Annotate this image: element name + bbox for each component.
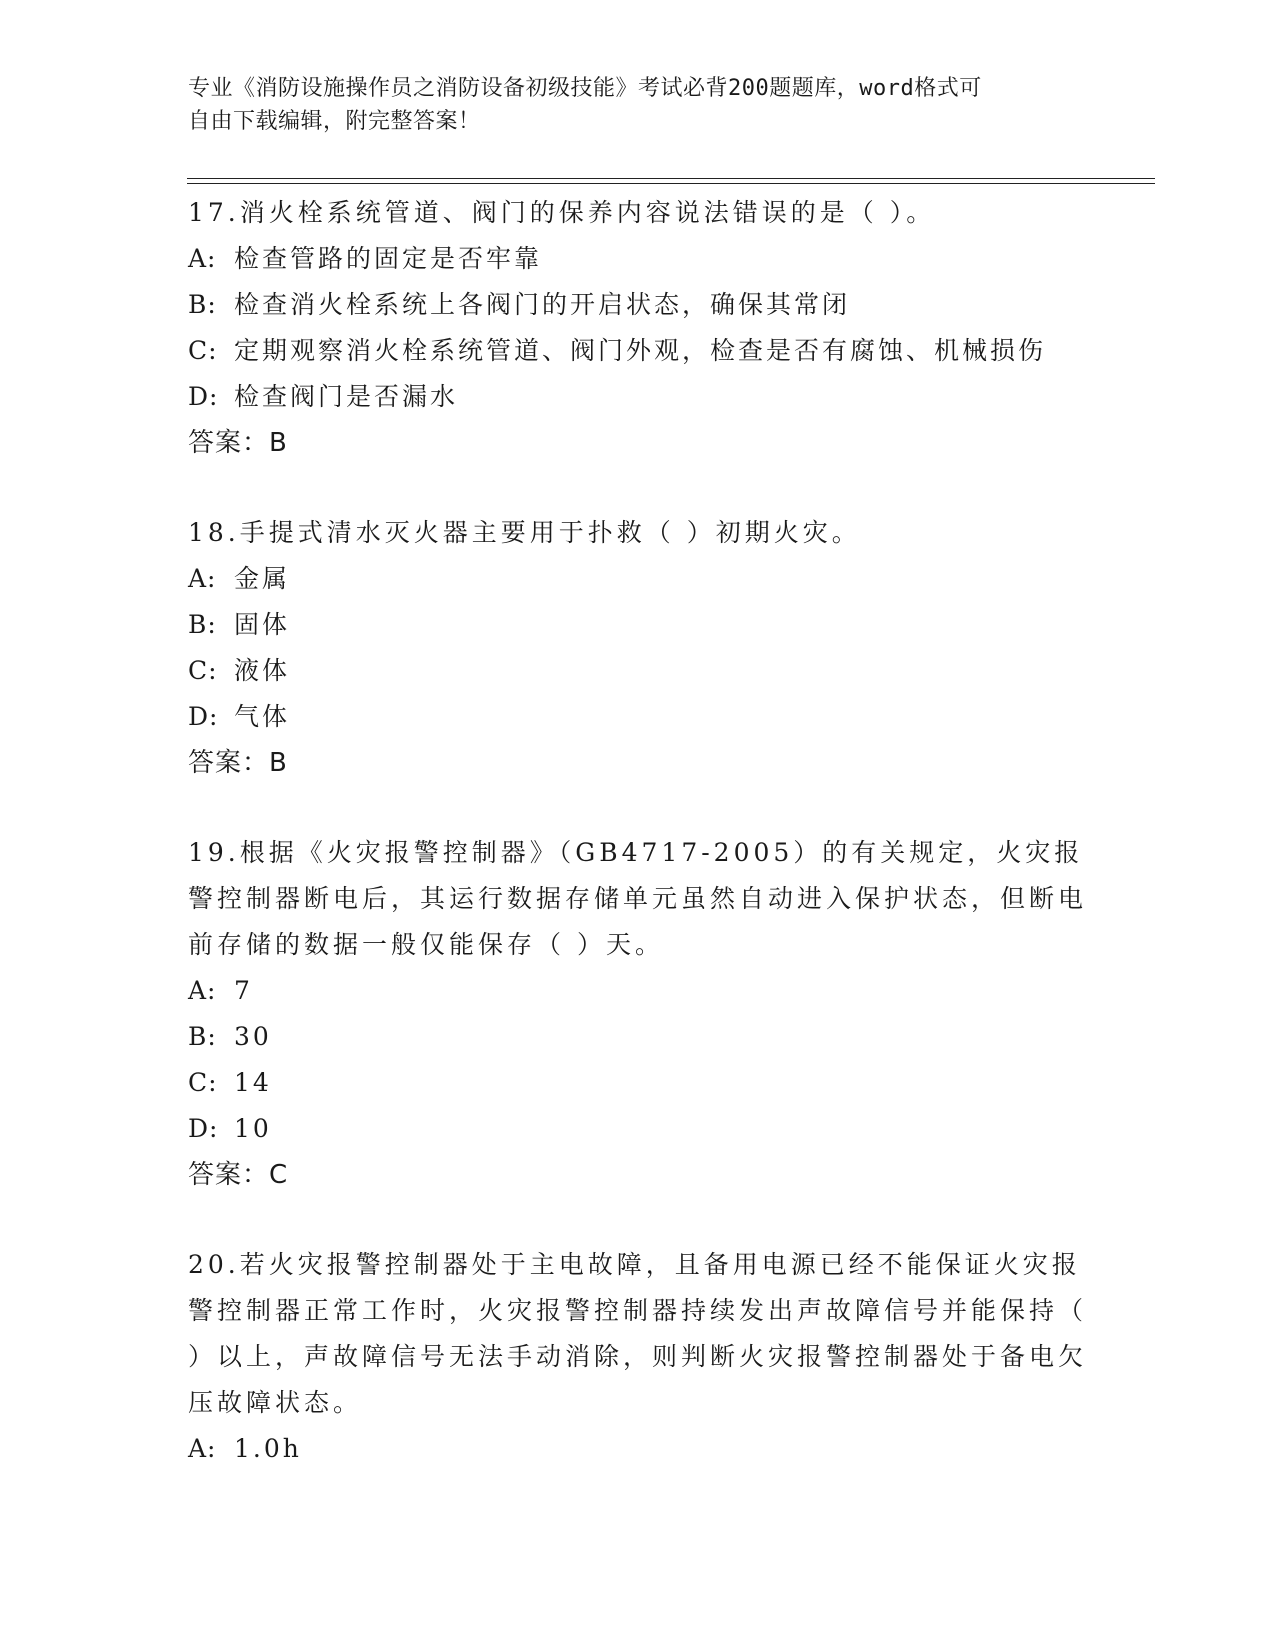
question-20 <box>188 1242 1088 1472</box>
option-key: A: <box>188 976 217 1005</box>
answer-value: B <box>269 428 288 458</box>
option-d <box>188 694 1088 740</box>
answer-label: 答案： <box>188 1160 270 1190</box>
option-key: D: <box>188 702 219 731</box>
answer-line <box>188 1152 1088 1198</box>
option-c <box>188 1060 1088 1106</box>
header-line-1: 专业《消防设施操作员之消防设备初级技能》考试必背200题题库，word格式可 <box>188 76 982 101</box>
question-spacer <box>188 1198 1088 1242</box>
document-header <box>188 72 1088 138</box>
option-b <box>188 282 1088 328</box>
option-text: 7 <box>234 976 253 1005</box>
option-text: 14 <box>234 1068 272 1097</box>
question-spacer <box>188 466 1088 510</box>
header-divider-top <box>187 178 1155 179</box>
option-key: B: <box>188 290 217 319</box>
option-key: D: <box>188 1114 219 1143</box>
option-text: 检查管路的固定是否牢靠 <box>234 244 543 273</box>
question-list <box>188 190 1088 1472</box>
option-text: 1.0h <box>234 1434 302 1463</box>
option-a <box>188 968 1088 1014</box>
question-19 <box>188 830 1088 1198</box>
answer-value: C <box>269 1160 289 1190</box>
option-b <box>188 1014 1088 1060</box>
header-line-2: 自由下载编辑，附完整答案！ <box>188 109 481 134</box>
option-text: 30 <box>234 1022 272 1051</box>
answer-label: 答案： <box>188 748 270 778</box>
option-text: 固体 <box>234 610 291 639</box>
option-d <box>188 374 1088 420</box>
answer-line <box>188 420 1088 466</box>
option-a <box>188 556 1088 602</box>
option-text: 定期观察消火栓系统管道、阀门外观，检查是否有腐蚀、机械损伤 <box>234 336 1047 365</box>
option-text: 10 <box>234 1114 272 1143</box>
question-stem: 20.若火灾报警控制器处于主电故障，且备用电源已经不能保证火灾报警控制器正常工作时，火灾报警控制器持续发出声故障信号并能保持（ ）以上，声故障信号无法手动消除，则判断火灾报警控制器处于备电欠压故障状态。 <box>188 1250 1088 1417</box>
option-c <box>188 648 1088 694</box>
option-key: D: <box>188 382 219 411</box>
option-text: 检查阀门是否漏水 <box>234 382 459 411</box>
answer-label: 答案： <box>188 428 270 458</box>
option-d <box>188 1106 1088 1152</box>
option-key: A: <box>188 1434 217 1463</box>
option-key: A: <box>188 564 217 593</box>
option-text: 检查消火栓系统上各阀门的开启状态，确保其常闭 <box>234 290 851 319</box>
option-a <box>188 236 1088 282</box>
option-text: 金属 <box>234 564 291 593</box>
option-a <box>188 1426 1088 1472</box>
answer-value: B <box>269 748 288 778</box>
option-key: A: <box>188 244 217 273</box>
option-key: B: <box>188 1022 217 1051</box>
option-c <box>188 328 1088 374</box>
header-divider-bottom <box>187 183 1155 184</box>
question-stem: 19.根据《火灾报警控制器》（GB4717-2005）的有关规定，火灾报警控制器断电后，其运行数据存储单元虽然自动进入保护状态，但断电前存储的数据一般仅能保存（ ）天。 <box>188 838 1088 959</box>
question-18 <box>188 510 1088 786</box>
question-stem: 17.消火栓系统管道、阀门的保养内容说法错误的是（ ）。 <box>188 198 936 227</box>
option-key: C: <box>188 336 218 365</box>
option-text: 气体 <box>234 702 291 731</box>
option-key: C: <box>188 1068 218 1097</box>
question-spacer <box>188 786 1088 830</box>
question-17 <box>188 190 1088 466</box>
option-b <box>188 602 1088 648</box>
option-text: 液体 <box>234 656 291 685</box>
answer-line <box>188 740 1088 786</box>
question-stem: 18.手提式清水灭火器主要用于扑救（ ）初期火灾。 <box>188 518 861 547</box>
option-key: B: <box>188 610 217 639</box>
option-key: C: <box>188 656 218 685</box>
